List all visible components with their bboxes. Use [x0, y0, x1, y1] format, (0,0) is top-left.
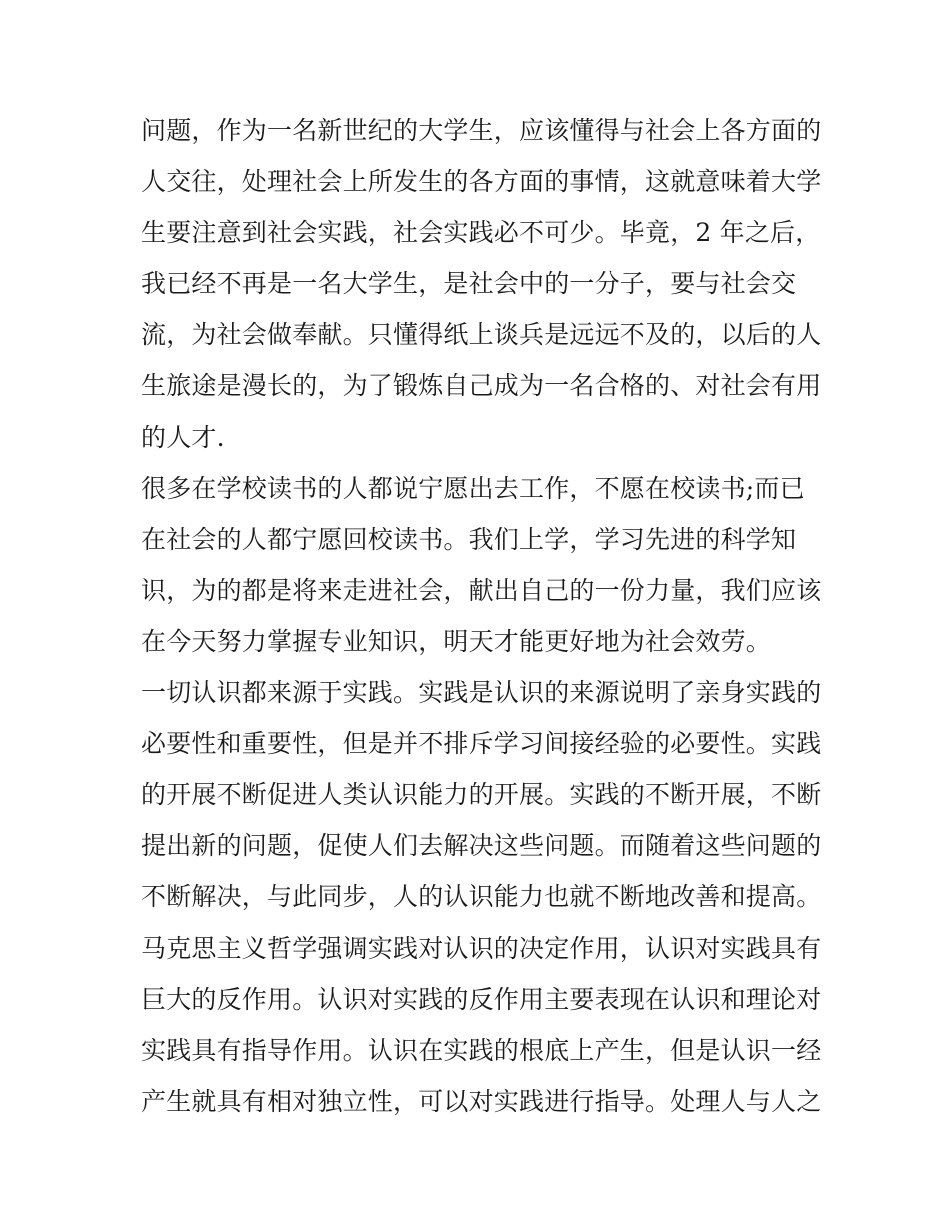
text-line: 的人才. [141, 422, 225, 452]
text-line: 不断解决，与此同步，人的认识能力也就不断地改善和提高。 [141, 882, 822, 912]
text-line: 的开展不断促进人类认识能力的开展。实践的不断开展，不断 [141, 780, 822, 810]
text-line: 一切认识都来源于实践。实践是认识的来源说明了亲身实践的 [141, 678, 822, 708]
text-line: 生要注意到社会实践，社会实践必不可少。毕竟，2 年之后， [141, 218, 821, 248]
text-line: 流，为社会做奉献。只懂得纸上谈兵是远远不及的，以后的人 [141, 320, 822, 350]
text-line: 实践具有指导作用。认识在实践的根底上产生，但是认识一经 [141, 1035, 822, 1065]
text-line: 很多在学校读书的人都说宁愿出去工作，不愿在校读书;而已 [141, 473, 805, 503]
text-line: 问题，作为一名新世纪的大学生，应该懂得与社会上各方面的 [141, 116, 822, 145]
body-text [141, 105, 821, 1127]
text-line: 我已经不再是一名大学生，是社会中的一分子，要与社会交 [141, 269, 797, 299]
text-line: 在今天努力掌握专业知识，明天才能更好地为社会效劳。 [141, 626, 772, 656]
text-line: 人交往，处理社会上所发生的各方面的事情，这就意味着大学 [141, 167, 822, 197]
text-line: 识，为的都是将来走进社会，献出自己的一份力量，我们应该 [141, 575, 822, 605]
text-line: 提出新的问题，促使人们去解决这些问题。而随着这些问题的 [141, 831, 822, 861]
text-line: 必要性和重要性，但是并不排斥学习间接经验的必要性。实践 [141, 729, 822, 759]
text-line: 巨大的反作用。认识对实践的反作用主要表现在认识和理论对 [141, 984, 822, 1014]
text-line: 在社会的人都宁愿回校读书。我们上学，学习先进的科学知 [141, 524, 797, 554]
text-line: 生旅途是漫长的，为了锻炼自己成为一名合格的、对社会有用 [141, 371, 822, 401]
text-line: 马克思主义哲学强调实践对认识的决定作用，认识对实践具有 [141, 933, 822, 963]
text-line: 产生就具有相对独立性，可以对实践进行指导。处理人与人之 [141, 1086, 822, 1116]
